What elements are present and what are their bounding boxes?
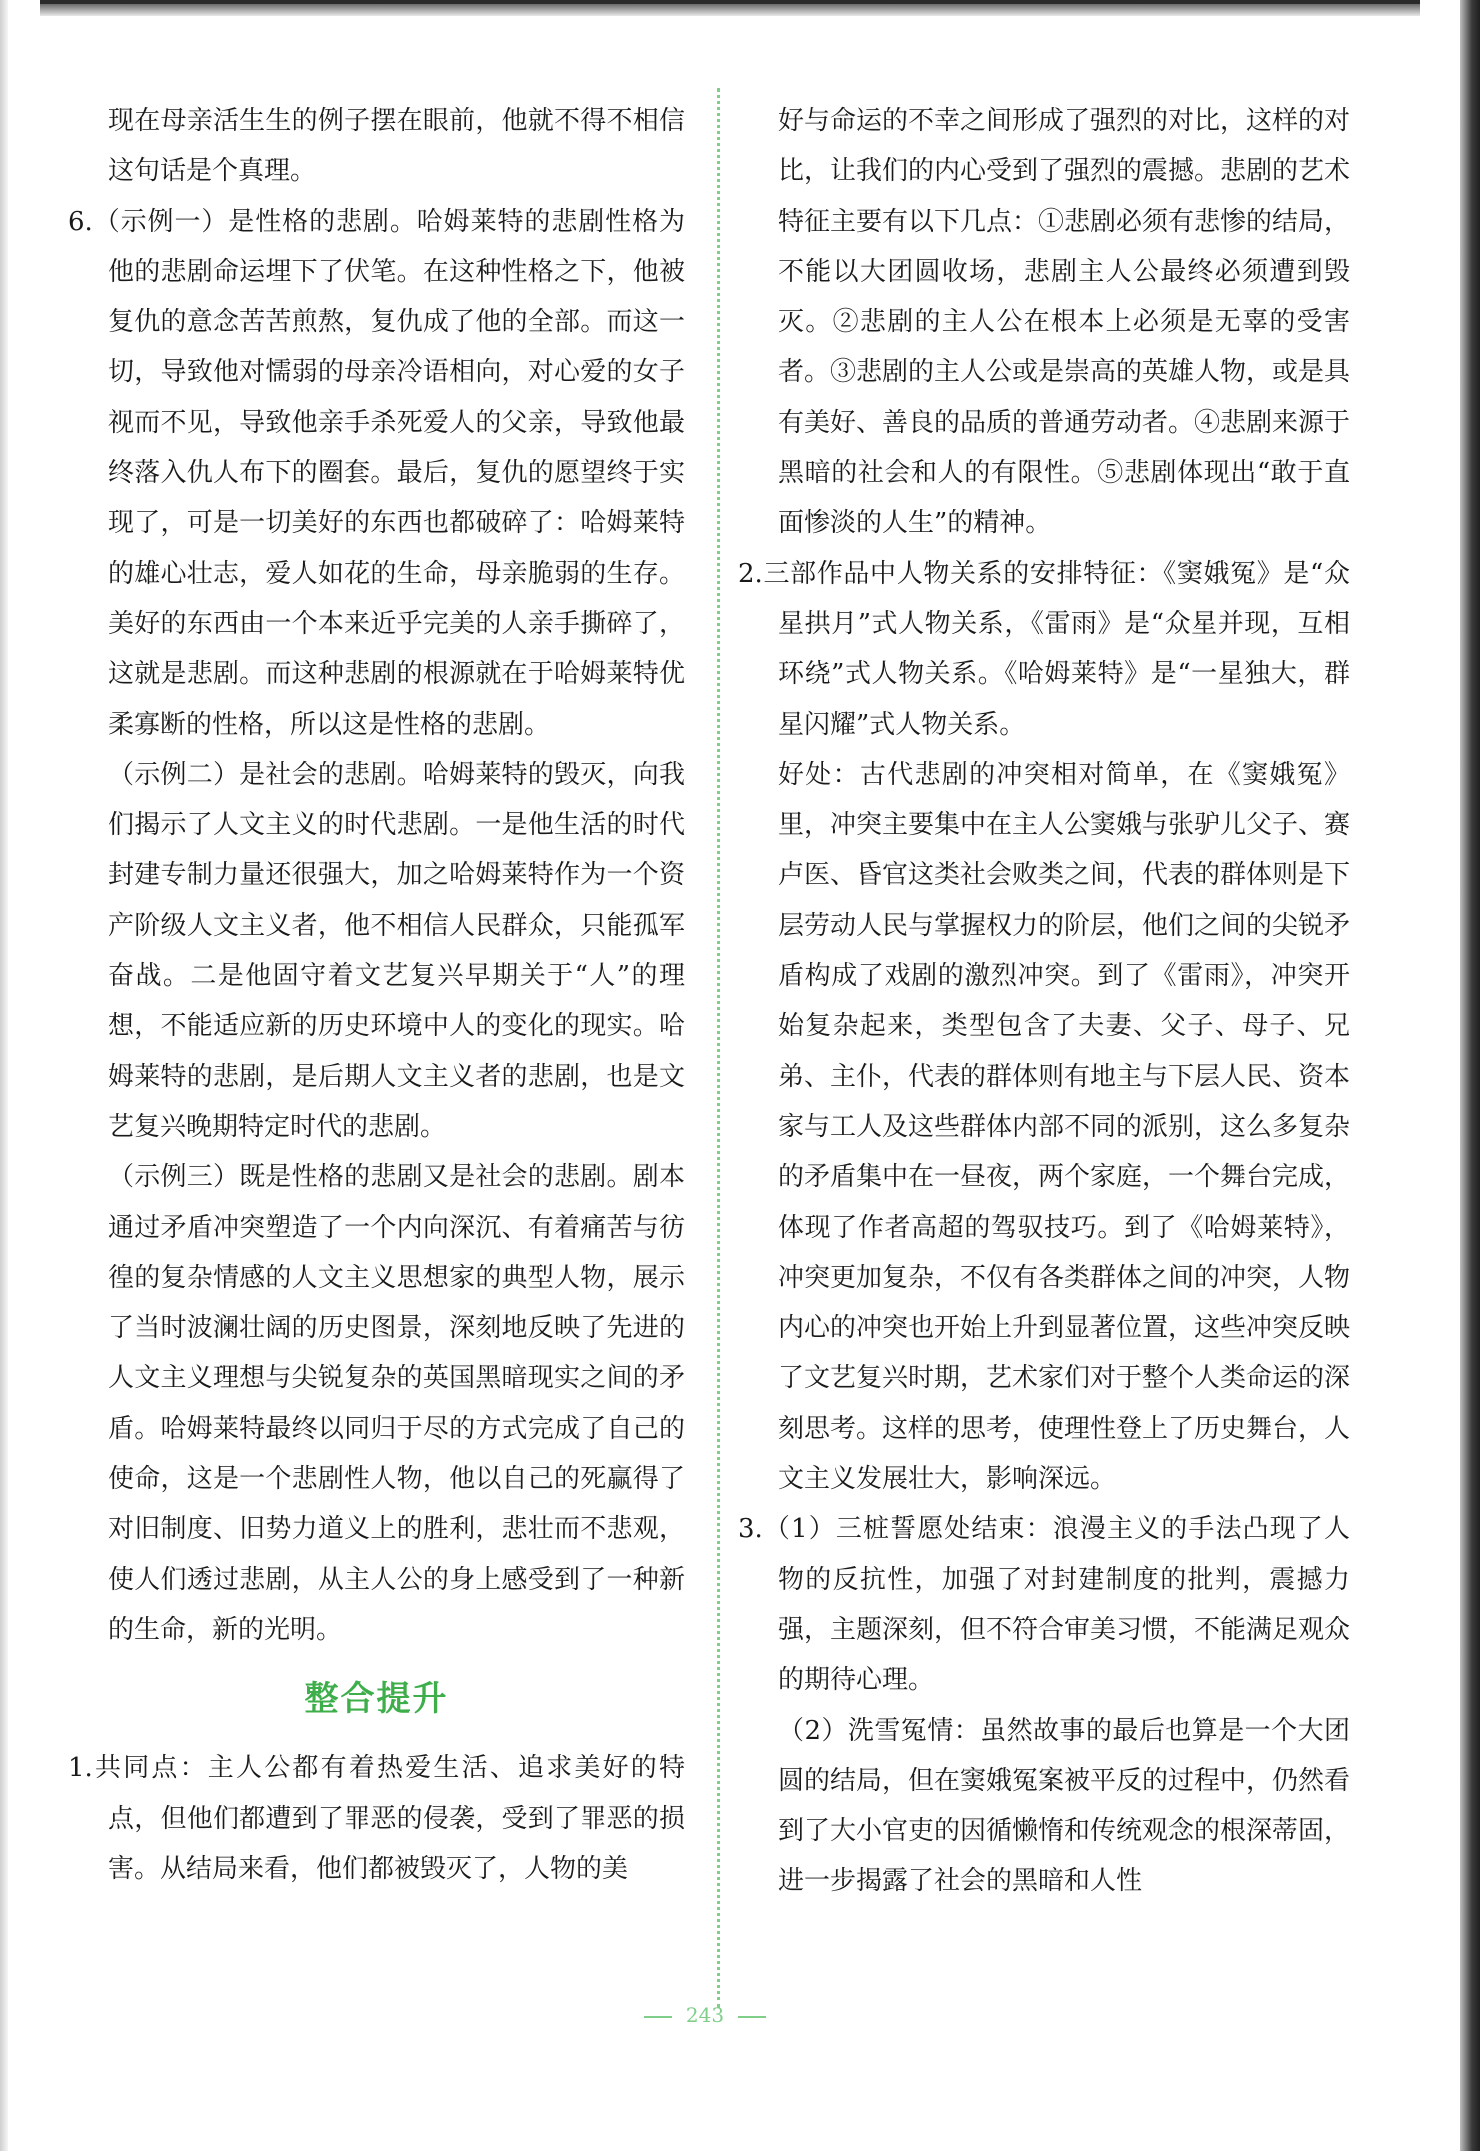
answer-6-example-2: （示例二）是社会的悲剧。哈姆莱特的毁灭，向我们揭示了人文主义的时代悲剧。一是他生活的时代封建专制力量还很强大，加之哈姆莱特作为一个资产阶级人文主义者，他不相信人民群众，只能孤军奋战。二是他固守着文艺复兴早期关于“人”的理想，不能适应新的历史环境中人的变化的现实。哈姆莱特的悲剧，是后期人文主义者的悲剧，也是文艺复兴晚期特定时代的悲剧。 [108,759,685,1142]
footer-dash-right [738,2016,766,2018]
answer-2: 2.三部作品中人物关系的安排特征：《窦娥冤》是“众星拱月”式人物关系，《雷雨》是“众星并现，互相环绕”式人物关系。《哈姆莱特》是“一星独大，群星闪耀”式人物关系。 [738,558,1350,740]
scan-edge-left [0,0,8,2151]
page-number: 243 [685,2003,725,2027]
paragraph-continuation: 现在母亲活生生的例子摆在眼前，他就不得不相信这句话是个真理。 [108,106,685,187]
footer-dash-left [644,2016,672,2018]
answer-2-benefits: 好处：古代悲剧的冲突相对简单，在《窦娥冤》里，冲突主要集中在主人公窦娥与张驴儿父子、赛卢医、昏官这类社会败类之间，代表的群体则是下层劳动人民与掌握权力的阶层，他们之间的尖锐矛盾构成了戏剧的激烈冲突。到了《雷雨》，冲突开始复杂起来，类型包含了夫妻、父子、母子、兄弟、主仆，代表的群体则有地主与下层人民、资本家与工人及这些群体内部不同的派别，这么多复杂的矛盾集中在一昼夜，两个家庭，一个舞台完成，体现了作者高超的驾驭技巧。到了《哈姆莱特》，冲突更加复杂，不仅有各类群体之间的冲突，人物内心的冲突也开始上升到显著位置，这些冲突反映了文艺复兴时期，艺术家们对于整个人类命运的深刻思考。这样的思考，使理性登上了历史舞台，人文主义发展壮大，影响深远。 [778,759,1351,1495]
answer-6-example-1: 6.（示例一）是性格的悲剧。哈姆莱特的悲剧性格为他的悲剧命运埋下了伏笔。在这种性格之下，他被复仇的意念苦苦煎熬，复仇成了他的全部。而这一切，导致他对懦弱的母亲冷语相向，对心爱的女子视而不见，导致他亲手杀死爱人的父亲，导致他最终落入仇人布下的圈套。最后，复仇的愿望终于实现了，可是一切美好的东西也都破碎了：哈姆莱特的雄心壮志，爱人如花的生命，母亲脆弱的生存。美好的东西由一个本来近乎完美的人亲手撕碎了，这就是悲剧。而这种悲剧的根源就在于哈姆莱特优柔寡断的性格，所以这是性格的悲剧。 [68,206,685,740]
scan-edge-right [1460,0,1480,2151]
answer-1-continuation: 好与命运的不幸之间形成了强烈的对比，这样的对比，让我们的内心受到了强烈的震撼。悲剧的艺术特征主要有以下几点：①悲剧必须有悲惨的结局，不能以大团圆收场，悲剧主人公最终必须遭到毁灭。②悲剧的主人公在根本上必须是无辜的受害者。③悲剧的主人公或是崇高的英雄人物，或是具有美好、善良的品质的普通劳动者。④悲剧来源于黑暗的社会和人的有限性。⑤悲剧体现出“敢于直面惨淡的人生”的精神。 [778,106,1351,539]
scan-edge-top [40,0,1420,16]
left-column [68,96,685,1894]
column-divider [717,88,720,2008]
section-title: 整合提升 [304,1679,449,1720]
answer-3-part-2: （2）洗雪冤情：虽然故事的最后也算是一个大团圆的结局，但在窦娥冤案被平反的过程中，仍然看到了大小官吏的因循懒惰和传统观念的根深蒂固，进一步揭露了社会的黑暗和人性 [778,1715,1351,1897]
answer-6-example-3: （示例三）既是性格的悲剧又是社会的悲剧。剧本通过矛盾冲突塑造了一个内向深沉、有着痛苦与彷徨的复杂情感的人文主义思想家的典型人物，展示了当时波澜壮阔的历史图景，深刻地反映了先进的人文主义理想与尖锐复杂的英国黑暗现实之间的矛盾。哈姆莱特最终以同归于尽的方式完成了自己的使命，这是一个悲剧性人物，他以自己的死赢得了对旧制度、旧势力道义上的胜利，悲壮而不悲观，使人们透过悲剧，从主人公的身上感受到了一种新的生命，新的光明。 [108,1162,685,1645]
page-footer [0,2003,1410,2027]
answer-3-part-1: 3.（1）三桩誓愿处结束：浪漫主义的手法凸现了人物的反抗性，加强了对封建制度的批判，震撼力强，主题深刻，但不符合审美习惯，不能满足观众的期待心理。 [738,1514,1351,1696]
right-column [738,96,1350,1907]
answer-1: 1.共同点：主人公都有着热爱生活、追求美好的特点，但他们都遭到了罪恶的侵袭，受到了罪恶的损害。从结局来看，他们都被毁灭了，人物的美 [68,1753,685,1884]
